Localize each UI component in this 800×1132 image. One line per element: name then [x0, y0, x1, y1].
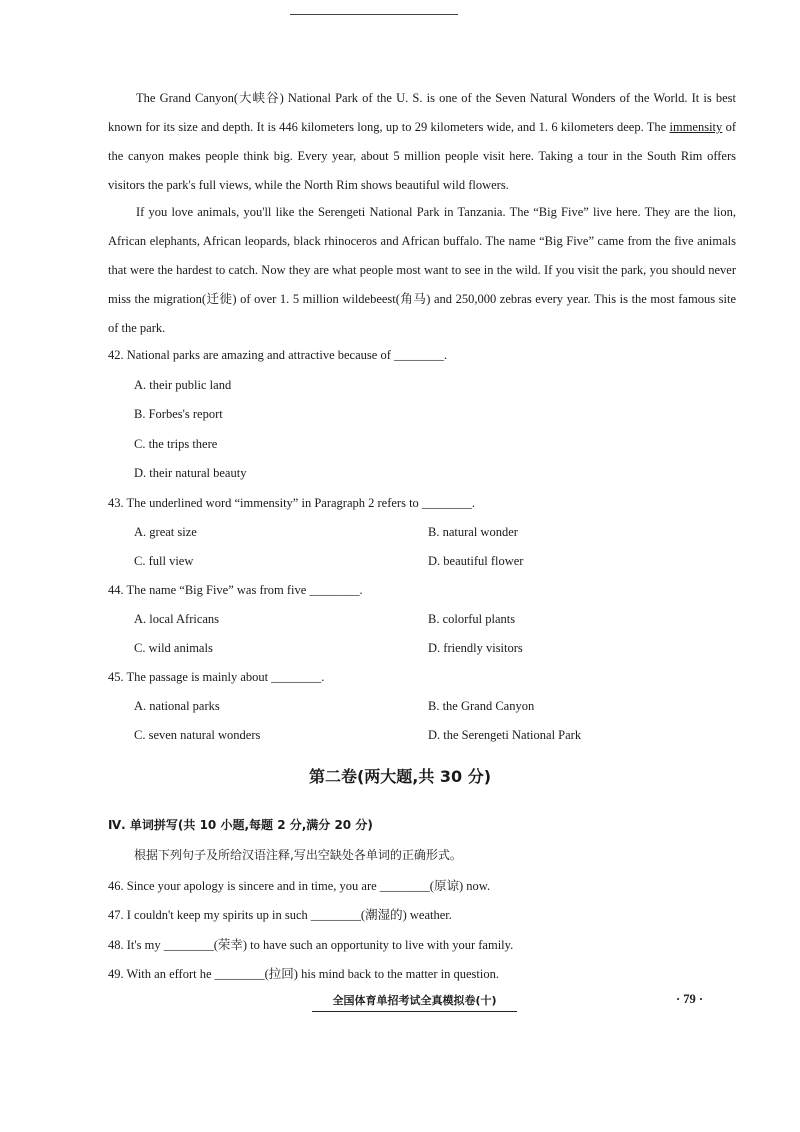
question-45-stem: 45. The passage is mainly about ________. [108, 670, 325, 684]
q44-option-d: D. friendly visitors [428, 641, 523, 655]
paragraph-serengeti [108, 198, 736, 343]
question-44-stem: 44. The name “Big Five” was from five ________. [108, 583, 363, 597]
q45-option-c: C. seven natural wonders [134, 728, 261, 742]
q44-option-c: C. wild animals [134, 641, 213, 655]
q44-option-b: B. colorful plants [428, 612, 516, 626]
underlined-word: immensity [669, 120, 723, 134]
p1-text-a: The Grand Canyon(大峡谷) National Park of the U. S. is one of the Seven Natural Wonders of the World. It is best known for its size and depth. It is 446 kilometers long, up to 29 kilometers wide, and 1. 6 kilometers deep. The [108, 91, 736, 134]
item-47: 47. I couldn't keep my spirits up in such ________(潮湿的) weather. [108, 908, 452, 922]
p1-text-b: of the canyon makes people think big. Every year, about 5 million people visit here. Taking a tour in the South Rim offers visitors the park's full views, while the North Rim shows beautiful wild flowers. [108, 120, 736, 192]
header-rule [290, 14, 458, 15]
section-2-title: 第二卷(两大题,共 30 分) [308, 767, 492, 786]
q43-option-c: C. full view [134, 554, 194, 568]
q43-option-d: D. beautiful flower [428, 554, 524, 568]
question-42-stem: 42. National parks are amazing and attractive because of ________. [108, 348, 448, 362]
q45-option-a: A. national parks [134, 699, 220, 713]
page-number: · 79 · [676, 992, 704, 1006]
q44-option-a: A. local Africans [134, 612, 220, 626]
q42-option-a: A. their public land [134, 378, 232, 392]
paragraph-grand-canyon [108, 84, 736, 200]
q45-option-d: D. the Serengeti National Park [428, 728, 582, 742]
item-49: 49. With an effort he ________(拉回) his mind back to the matter in question. [108, 967, 499, 981]
question-43-stem: 43. The underlined word “immensity” in Paragraph 2 refers to ________. [108, 496, 476, 510]
q42-option-d: D. their natural beauty [134, 466, 247, 480]
q42-option-b: B. Forbes's report [134, 407, 223, 421]
item-46: 46. Since your apology is sincere and in time, you are ________(原谅) now. [108, 879, 491, 893]
footer-title: 全国体育单招考试全真模拟卷(十) [312, 992, 517, 1012]
q45-option-b: B. the Grand Canyon [428, 699, 535, 713]
part-4-instruction: 根据下列句子及所给汉语注释,写出空缺处各单词的正确形式。 [134, 848, 462, 862]
item-48: 48. It's my ________(荣幸) to have such an opportunity to live with your family. [108, 938, 514, 952]
p2-text: If you love animals, you'll like the Serengeti National Park in Tanzania. The “Big Five” live here. They are the lion, African elephants, African leopards, black rhinoceros and African buffalo. The name “Big Five” came from the five animals that were the hardest to catch. Now they are what people most want to see in the wild. If you visit the park, you should never miss the migration(迁徙) of over 1. 5 million wildebeest(角马) and 250,000 zebras every year. This is the most famous site of the park. [108, 205, 736, 335]
q42-option-c: C. the trips there [134, 437, 218, 451]
part-4-heading: Ⅳ. 单词拼写(共 10 小题,每题 2 分,满分 20 分) [108, 818, 373, 832]
q43-option-a: A. great size [134, 525, 197, 539]
q43-option-b: B. natural wonder [428, 525, 518, 539]
